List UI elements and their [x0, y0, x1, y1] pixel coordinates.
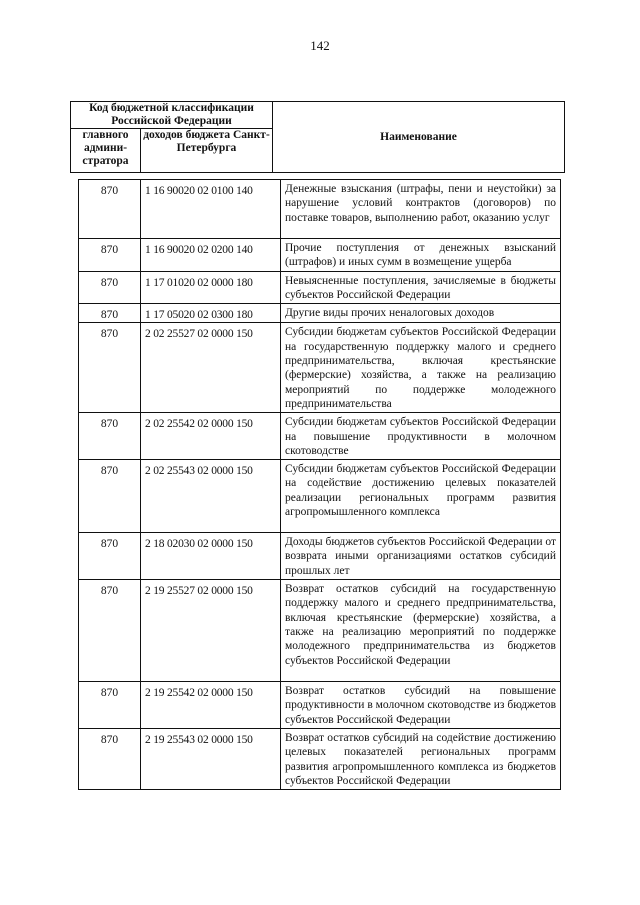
row-name: Субсидии бюджетам субъектов Российской Федерации на государственную поддержку малого и среднего предпринимательства, включая крестьянские (фермерские) хозяйства, а также на реализацию мероприятий по поддержке молодежного предпринимательства — [281, 323, 561, 413]
row-revenue-code: 2 02 25527 02 0000 150 — [141, 323, 281, 413]
row-admin-code: 870 — [79, 533, 141, 580]
row-name: Другие виды прочих неналоговых доходов — [281, 304, 561, 323]
row-admin-code: 870 — [79, 682, 141, 729]
table-row — [79, 580, 561, 682]
row-revenue-code: 1 17 05020 02 0300 180 — [141, 304, 281, 323]
table-row — [79, 682, 561, 729]
row-revenue-code: 2 18 02030 02 0000 150 — [141, 533, 281, 580]
row-admin-code: 870 — [79, 271, 141, 304]
header-code-group: Код бюджетной классификации Российской Федерации — [71, 102, 273, 129]
row-name: Возврат остатков субсидий на государственную поддержку малого и среднего предпринимательства, включая крестьянские (фермерские) хозяйства, а также на реализацию мероприятий по поддержке молодежного предпринимательства из бюджетов субъектов Российской Федерации — [281, 580, 561, 682]
table-row — [79, 304, 561, 323]
table-row — [79, 728, 561, 789]
header-name: Наименование — [273, 102, 565, 173]
row-revenue-code: 1 17 01020 02 0000 180 — [141, 271, 281, 304]
row-name: Субсидии бюджетам субъектов Российской Федерации на повышение продуктивности в молочном скотоводстве — [281, 413, 561, 460]
table-row — [79, 323, 561, 413]
page-number: 142 — [310, 38, 330, 53]
table-row — [79, 271, 561, 304]
row-name: Денежные взыскания (штрафы, пени и неустойки) за нарушение условий контрактов (договоров) по поставке товаров, выполнению работ, оказанию услуг — [281, 180, 561, 239]
row-name: Доходы бюджетов субъектов Российской Федерации от возврата иными организациями остатков субсидий прошлых лет — [281, 533, 561, 580]
row-name: Субсидии бюджетам субъектов Российской Федерации на содействие достижению целевых показателей реализации региональных программ развития агропромышленного комплекса — [281, 460, 561, 533]
row-revenue-code: 2 19 25543 02 0000 150 — [141, 728, 281, 789]
row-admin-code: 870 — [79, 460, 141, 533]
table-row — [79, 180, 561, 239]
row-name: Возврат остатков субсидий на повышение продуктивности в молочном скотоводстве из бюджетов субъектов Российской Федерации — [281, 682, 561, 729]
revenue-table — [78, 179, 561, 790]
row-name: Возврат остатков субсидий на содействие достижению целевых показателей региональных программ развития агропромышленного комплекса из бюджетов субъектов Российской Федерации — [281, 728, 561, 789]
row-revenue-code: 2 02 25542 02 0000 150 — [141, 413, 281, 460]
row-revenue-code: 2 19 25542 02 0000 150 — [141, 682, 281, 729]
row-admin-code: 870 — [79, 580, 141, 682]
row-revenue-code: 2 02 25543 02 0000 150 — [141, 460, 281, 533]
row-admin-code: 870 — [79, 180, 141, 239]
row-name: Прочие поступления от денежных взысканий (штрафов) и иных сумм в возмещение ущерба — [281, 239, 561, 272]
row-admin-code: 870 — [79, 323, 141, 413]
table-row — [79, 460, 561, 533]
table-row — [79, 533, 561, 580]
row-admin-code: 870 — [79, 728, 141, 789]
table-row — [79, 239, 561, 272]
row-revenue-code: 1 16 90020 02 0200 140 — [141, 239, 281, 272]
table-header — [70, 101, 565, 173]
row-name: Невыясненные поступления, зачисляемые в бюджеты субъектов Российской Федерации — [281, 271, 561, 304]
row-revenue-code: 1 16 90020 02 0100 140 — [141, 180, 281, 239]
row-admin-code: 870 — [79, 413, 141, 460]
row-revenue-code: 2 19 25527 02 0000 150 — [141, 580, 281, 682]
row-admin-code: 870 — [79, 304, 141, 323]
table-row — [79, 413, 561, 460]
header-revenue: доходов бюджета Санкт-Петербурга — [141, 129, 273, 173]
header-chief-admin: главного админи-стратора — [71, 129, 141, 173]
row-admin-code: 870 — [79, 239, 141, 272]
